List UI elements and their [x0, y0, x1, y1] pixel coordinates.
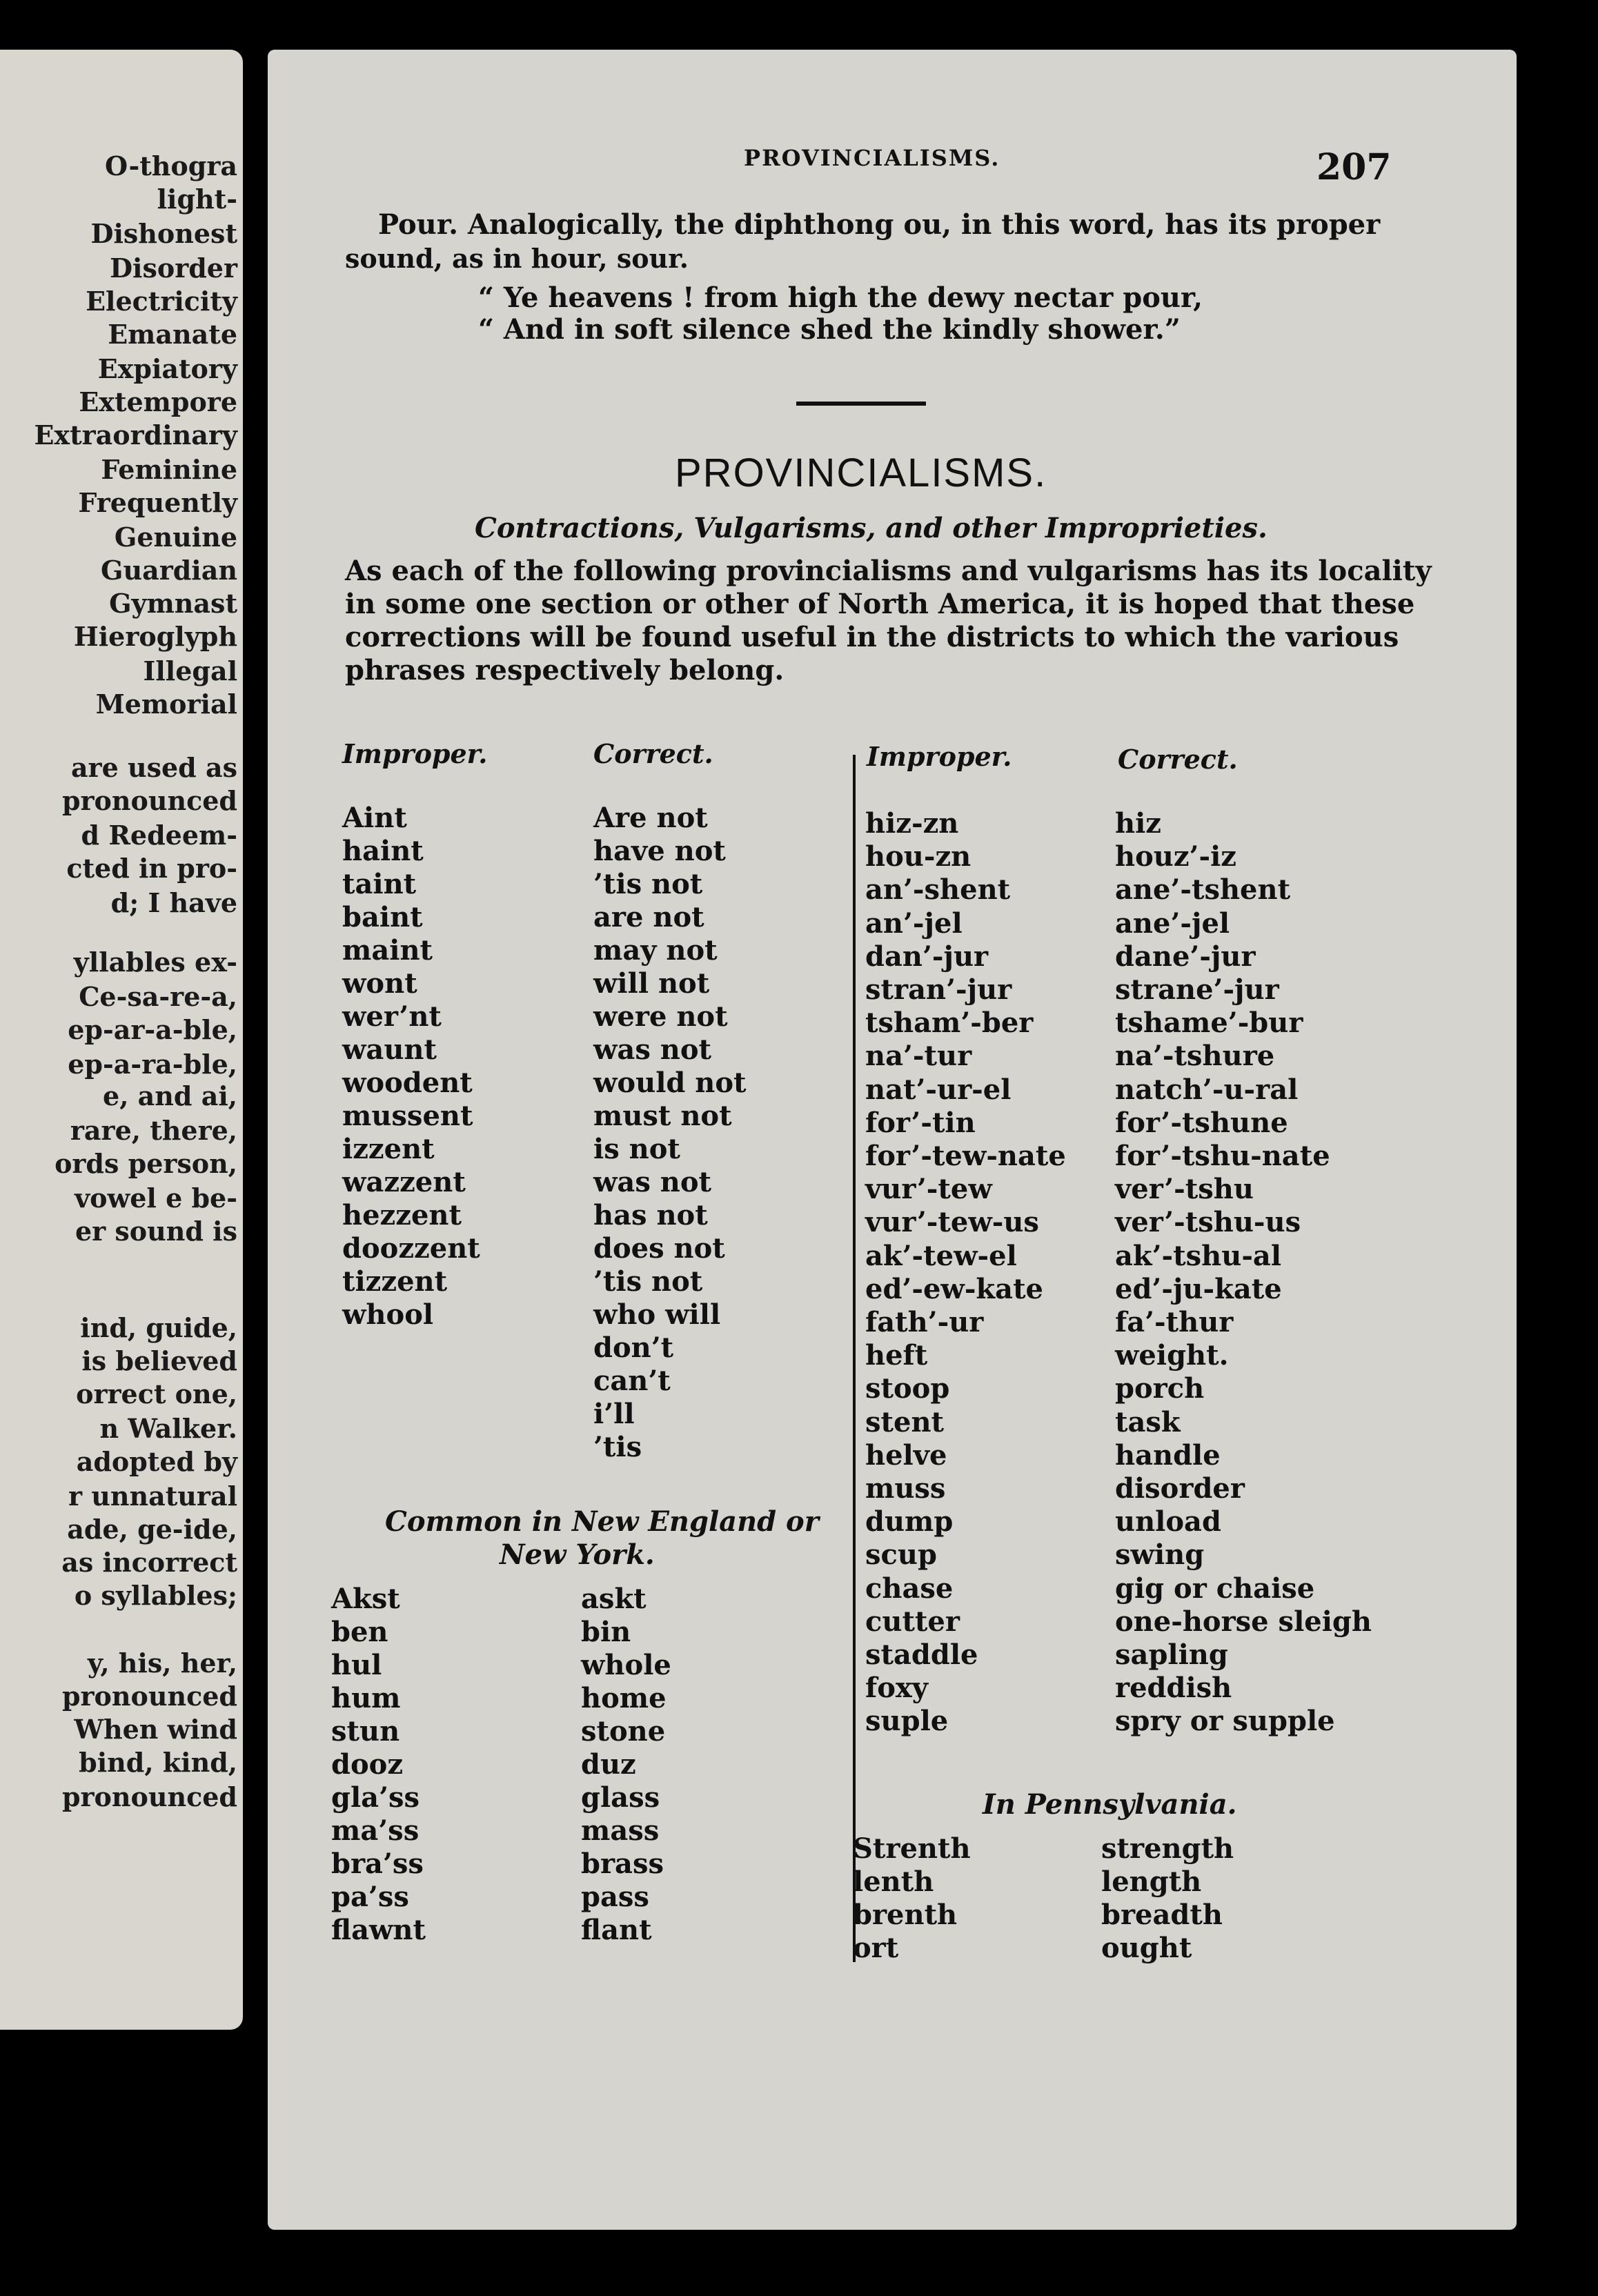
left-correct-cell: ’tis not: [593, 1265, 703, 1298]
ne-correct-cell: whole: [581, 1649, 671, 1681]
left-improper-cell: mussent: [342, 1100, 473, 1132]
right-correct-cell: houz’-iz: [1115, 840, 1236, 873]
right-improper-cell: hiz-zn: [865, 807, 959, 840]
left-header-correct: Correct.: [593, 738, 713, 769]
right-correct-cell: na’-tshure: [1115, 1040, 1275, 1073]
right-correct-cell: reddish: [1115, 1672, 1232, 1705]
intro-line4: phrases respectively belong.: [345, 654, 785, 686]
right-correct-cell: for’-tshune: [1115, 1106, 1288, 1139]
right-correct-cell: gig or chaise: [1115, 1572, 1315, 1605]
ne-improper-cell: ben: [331, 1616, 388, 1648]
left-correct-cell: ’tis not: [593, 868, 703, 900]
pa-correct-cell: ought: [1101, 1932, 1192, 1964]
right-correct-cell: for’-tshu-nate: [1115, 1140, 1330, 1172]
pour-entry-line1: Pour. Analogically, the diphthong ou, in this word, has its proper: [378, 208, 1381, 241]
right-improper-cell: dan’-jur: [865, 940, 989, 973]
left-correct-cell: i’ll: [593, 1398, 635, 1430]
ne-improper-cell: pa’ss: [331, 1881, 409, 1913]
left-correct-cell: ’tis: [593, 1431, 642, 1463]
right-correct-cell: ver’-tshu-us: [1115, 1206, 1301, 1239]
right-correct-cell: fa’-thur: [1115, 1306, 1234, 1338]
left-correct-cell: would not: [593, 1067, 747, 1099]
left-page-line: orrect one,: [76, 1378, 237, 1409]
right-improper-cell: suple: [865, 1705, 949, 1738]
left-page-line: d; I have: [110, 887, 237, 918]
ne-correct-cell: bin: [581, 1616, 631, 1648]
left-page-line: When wind: [74, 1714, 237, 1745]
right-correct-cell: ane’-tshent: [1115, 873, 1291, 907]
left-correct-cell: may not: [593, 934, 718, 967]
page-number: 207: [1316, 146, 1392, 188]
pa-heading: In Pennsylvania.: [983, 1788, 1237, 1821]
left-page-line: Feminine: [101, 454, 237, 485]
left-page-line: rare, there,: [70, 1115, 237, 1146]
left-correct-cell: must not: [593, 1100, 732, 1132]
left-page-line: pronounced: [61, 1681, 237, 1712]
right-improper-cell: chase: [865, 1572, 954, 1605]
right-improper-cell: for’-tew-nate: [865, 1140, 1066, 1172]
left-page-line: Illegal: [143, 655, 237, 686]
right-improper-cell: dump: [865, 1505, 954, 1538]
left-page-line: Disorder: [110, 253, 237, 284]
left-correct-cell: has not: [593, 1199, 708, 1231]
ne-correct-cell: pass: [581, 1881, 649, 1913]
right-improper-cell: vur’-tew-us: [865, 1206, 1039, 1239]
ne-correct-cell: mass: [581, 1814, 660, 1847]
left-correct-cell: don’t: [593, 1332, 674, 1364]
left-correct-cell: who will: [593, 1298, 721, 1331]
left-improper-cell: doozzent: [342, 1232, 480, 1265]
right-correct-cell: handle: [1115, 1438, 1221, 1472]
right-improper-cell: na’-tur: [865, 1040, 972, 1073]
ne-correct-cell: home: [581, 1682, 667, 1714]
right-correct-cell: unload: [1115, 1505, 1221, 1538]
left-page-line: n Walker.: [99, 1413, 237, 1444]
left-page-line: Emanate: [108, 319, 237, 350]
left-page-line: Frequently: [78, 487, 237, 518]
ne-improper-cell: bra’ss: [331, 1848, 424, 1880]
left-improper-cell: hezzent: [342, 1199, 462, 1231]
left-page-line: Dishonest: [90, 218, 237, 249]
intro-line2: in some one section or other of North America, it is hoped that these: [345, 588, 1415, 620]
section-title: PROVINCIALISMS.: [675, 451, 1047, 495]
left-page-line: bind, kind,: [79, 1747, 237, 1778]
left-correct-cell: were not: [593, 1000, 728, 1033]
pa-correct-cell: length: [1101, 1866, 1202, 1898]
right-correct-cell: porch: [1115, 1372, 1205, 1405]
right-header-correct: Correct.: [1118, 744, 1238, 775]
right-improper-cell: hou-zn: [865, 840, 971, 873]
right-correct-cell: ane’-jel: [1115, 907, 1230, 940]
right-improper-cell: muss: [865, 1472, 946, 1505]
left-page-line: ade, ge-ide,: [67, 1514, 237, 1545]
pa-improper-cell: Strenth: [853, 1832, 971, 1865]
right-correct-cell: tshame’-bur: [1115, 1007, 1303, 1040]
right-improper-cell: an’-jel: [865, 907, 963, 940]
left-page-line: ords person,: [55, 1148, 237, 1179]
right-improper-cell: staddle: [865, 1639, 978, 1671]
left-improper-cell: tizzent: [342, 1265, 448, 1298]
left-page-line: ep-ar-a-ble,: [68, 1014, 237, 1045]
left-page-line: O-thogra: [104, 150, 237, 181]
quote-line1: “ Ye heavens ! from high the dewy nectar pour,: [478, 281, 1203, 314]
right-header-improper: Improper.: [867, 741, 1012, 772]
intro-line3: corrections will be found useful in the districts to which the various: [345, 621, 1399, 653]
left-page-line: e, and ai,: [103, 1080, 237, 1111]
left-correct-cell: can’t: [593, 1365, 671, 1397]
left-page-line: are used as: [70, 752, 237, 783]
left-page-line: Extempore: [79, 386, 237, 417]
right-improper-cell: vur’-tew: [865, 1173, 992, 1206]
right-improper-cell: ed’-ew-kate: [865, 1272, 1043, 1305]
ne-correct-cell: flant: [581, 1914, 652, 1946]
quote-line2: “ And in soft silence shed the kindly shower.”: [478, 313, 1181, 346]
right-correct-cell: sapling: [1115, 1639, 1228, 1671]
left-page-line: Ce-sa-re-a,: [79, 981, 237, 1012]
ne-improper-cell: dooz: [331, 1748, 404, 1781]
right-improper-cell: scup: [865, 1538, 937, 1572]
section-subtitle: Contractions, Vulgarisms, and other Improprieties.: [475, 512, 1267, 544]
right-improper-cell: ak’-tew-el: [865, 1239, 1017, 1272]
left-page-line: y, his, her,: [87, 1647, 237, 1679]
right-correct-cell: ak’-tshu-al: [1115, 1239, 1282, 1272]
left-page-line: ep-a-ra-ble,: [68, 1049, 237, 1080]
left-improper-cell: whool: [342, 1298, 434, 1331]
left-page-line: as incorrect: [61, 1547, 237, 1578]
right-correct-cell: ver’-tshu: [1115, 1173, 1254, 1206]
right-correct-cell: one-horse sleigh: [1115, 1605, 1372, 1638]
left-correct-cell: Are not: [593, 802, 708, 834]
pa-correct-cell: strength: [1101, 1832, 1234, 1865]
left-improper-cell: wazzent: [342, 1166, 466, 1198]
right-correct-cell: ed’-ju-kate: [1115, 1272, 1282, 1305]
running-head: PROVINCIALISMS.: [744, 145, 1000, 171]
pa-improper-cell: lenth: [853, 1866, 934, 1898]
left-page-line: yllables ex-: [73, 947, 237, 978]
left-page-line: light-: [157, 184, 237, 215]
right-improper-cell: stoop: [865, 1372, 950, 1405]
right-improper-cell: stent: [865, 1405, 945, 1438]
left-page-line: pronounced: [61, 785, 237, 816]
left-page-line: cted in pro-: [66, 853, 237, 884]
right-improper-cell: tsham’-ber: [865, 1007, 1034, 1040]
pa-improper-cell: brenth: [853, 1899, 958, 1931]
right-correct-cell: task: [1115, 1405, 1181, 1438]
left-correct-cell: was not: [593, 1166, 712, 1198]
ne-improper-cell: hul: [331, 1649, 382, 1681]
right-improper-cell: an’-shent: [865, 873, 1011, 907]
pa-correct-cell: breadth: [1101, 1899, 1223, 1931]
ne-improper-cell: ma’ss: [331, 1814, 420, 1847]
pa-improper-cell: ort: [853, 1932, 899, 1964]
left-page-line: Memorial: [95, 689, 237, 720]
left-page-line: o syllables;: [74, 1580, 237, 1611]
left-improper-cell: baint: [342, 901, 423, 933]
left-page-line: er sound is: [75, 1216, 237, 1247]
right-correct-cell: swing: [1115, 1538, 1205, 1572]
right-correct-cell: hiz: [1115, 807, 1161, 840]
left-page-line: ind, guide,: [80, 1312, 237, 1343]
ne-improper-cell: flawnt: [331, 1914, 426, 1946]
pour-entry-line2: sound, as in hour, sour.: [345, 243, 689, 274]
right-improper-cell: nat’-ur-el: [865, 1073, 1012, 1106]
left-page-line: Genuine: [114, 522, 237, 553]
left-header-improper: Improper.: [342, 738, 488, 769]
left-improper-cell: izzent: [342, 1133, 435, 1165]
ne-improper-cell: stun: [331, 1715, 400, 1748]
right-correct-cell: disorder: [1115, 1472, 1245, 1505]
left-page-line: Gymnast: [109, 588, 237, 619]
left-improper-cell: taint: [342, 868, 417, 900]
right-correct-cell: spry or supple: [1115, 1705, 1335, 1738]
left-correct-cell: are not: [593, 901, 704, 933]
left-improper-cell: maint: [342, 934, 433, 967]
right-improper-cell: foxy: [865, 1672, 928, 1705]
ne-improper-cell: hum: [331, 1682, 401, 1714]
right-improper-cell: fath’-ur: [865, 1306, 984, 1338]
right-improper-cell: cutter: [865, 1605, 960, 1638]
ne-improper-cell: gla’ss: [331, 1781, 420, 1814]
ne-correct-cell: askt: [581, 1583, 647, 1615]
left-correct-cell: will not: [593, 967, 710, 1000]
ne-heading-line2: New York.: [500, 1538, 655, 1571]
left-page-line: pronounced: [61, 1781, 237, 1812]
left-improper-cell: Aint: [342, 802, 407, 834]
right-improper-cell: helve: [865, 1438, 947, 1472]
ne-heading-line1: Common in New England or: [385, 1505, 819, 1538]
right-correct-cell: strane’-jur: [1115, 973, 1279, 1006]
left-improper-cell: wont: [342, 967, 417, 1000]
section-rule: [796, 402, 926, 406]
right-correct-cell: weight.: [1115, 1339, 1229, 1372]
left-page-line: d Redeem-: [81, 820, 237, 851]
left-correct-cell: have not: [593, 835, 726, 867]
left-improper-cell: wer’nt: [342, 1000, 442, 1033]
left-improper-cell: woodent: [342, 1067, 473, 1099]
ne-improper-cell: Akst: [331, 1583, 400, 1615]
ne-correct-cell: brass: [581, 1848, 664, 1880]
ne-correct-cell: glass: [581, 1781, 660, 1814]
left-page-line: Electricity: [86, 286, 237, 317]
ne-correct-cell: stone: [581, 1715, 666, 1748]
column-divider: [853, 755, 856, 1962]
right-correct-cell: dane’-jur: [1115, 940, 1256, 973]
left-improper-cell: waunt: [342, 1033, 437, 1066]
left-correct-cell: does not: [593, 1232, 725, 1265]
left-page-line: is believed: [81, 1345, 237, 1376]
left-page-line: Expiatory: [97, 353, 237, 384]
left-page-line: adopted by: [76, 1446, 237, 1477]
left-page-line: vowel e be-: [75, 1182, 237, 1214]
left-improper-cell: haint: [342, 835, 424, 867]
left-page-line: Hieroglyph: [73, 621, 237, 652]
left-page-line: Guardian: [101, 555, 237, 586]
intro-line1: As each of the following provincialisms and vulgarisms has its locality: [345, 555, 1432, 587]
right-improper-cell: stran’-jur: [865, 973, 1012, 1006]
left-correct-cell: was not: [593, 1033, 712, 1066]
right-improper-cell: for’-tin: [865, 1106, 976, 1139]
left-page-line: r unnatural: [68, 1481, 237, 1512]
book-page: [268, 50, 1517, 2230]
left-page-fragment: [0, 50, 243, 2030]
right-correct-cell: natch’-u-ral: [1115, 1073, 1299, 1106]
left-correct-cell: is not: [593, 1133, 680, 1165]
left-page-line: Extraordinary: [34, 419, 237, 451]
right-improper-cell: heft: [865, 1339, 928, 1372]
ne-correct-cell: duz: [581, 1748, 636, 1781]
